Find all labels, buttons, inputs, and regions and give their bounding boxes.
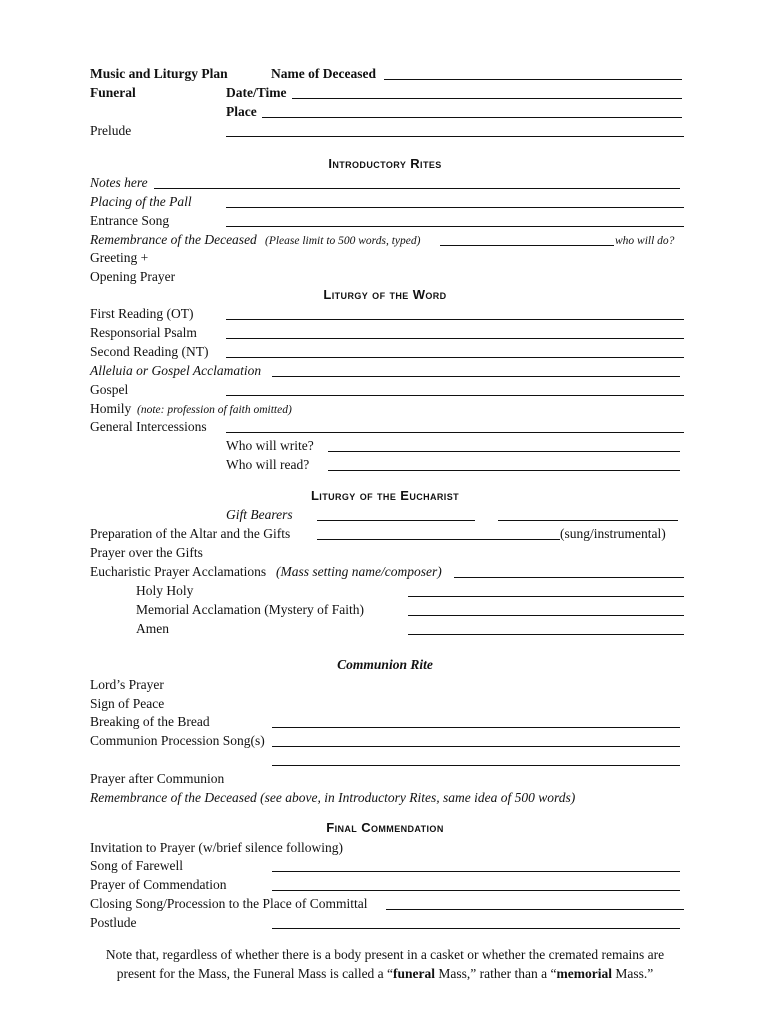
second-reading-label: Second Reading (NT) (90, 344, 209, 359)
pall-field[interactable] (226, 207, 684, 208)
psalm-field[interactable] (226, 338, 684, 339)
closing-song-label: Closing Song/Procession to the Place of Committal (90, 896, 368, 911)
farewell-field[interactable] (272, 871, 680, 872)
remembrance-label: Remembrance of the Deceased (90, 232, 257, 247)
liturgy-eucharist-heading: Liturgy of the Eucharist (310, 488, 460, 503)
communion-procession-field-2[interactable] (272, 765, 680, 766)
plan-title: Music and Liturgy Plan (90, 66, 228, 81)
first-reading-label: First Reading (OT) (90, 306, 194, 321)
note-memorial-word: memorial (556, 966, 612, 981)
acclamation-label: Alleluia or Gospel Acclamation (90, 363, 262, 378)
communion-procession-field[interactable] (272, 746, 680, 747)
note-text-a: present for the Mass, the Funeral Mass is called a “ (116, 966, 394, 981)
breaking-bread-label: Breaking of the Bread (90, 714, 210, 729)
acclamations-note: (Mass setting name/composer) (276, 564, 442, 579)
gift-bearers-label: Gift Bearers (226, 507, 293, 522)
who-will-do-label: who will do? (615, 235, 675, 247)
gift-bearer-field-2[interactable] (498, 520, 678, 521)
amen-label: Amen (136, 621, 169, 636)
entrance-song-field[interactable] (226, 226, 684, 227)
lords-prayer-label: Lord’s Prayer (90, 677, 164, 692)
entrance-song-label: Entrance Song (90, 213, 170, 228)
gift-bearer-field-1[interactable] (317, 520, 475, 521)
acclamations-field[interactable] (454, 577, 684, 578)
communion-procession-label: Communion Procession Song(s) (90, 733, 265, 748)
funeral-label: Funeral (90, 85, 136, 100)
amen-field[interactable] (408, 634, 684, 635)
who-write-label: Who will write? (226, 438, 314, 453)
remembrance-field[interactable] (440, 245, 614, 246)
who-write-field[interactable] (328, 451, 680, 452)
preparation-label: Preparation of the Altar and the Gifts (90, 526, 291, 541)
breaking-bread-field[interactable] (272, 727, 680, 728)
remembrance-note: (Please limit to 500 words, typed) (265, 235, 421, 247)
prayer-gifts-label: Prayer over the Gifts (90, 545, 203, 560)
note-line-1: Note that, regardless of whether there is a body present in a casket or whether the cremated remains are (105, 947, 665, 962)
communion-rite-heading: Communion Rite (337, 657, 433, 672)
prelude-label: Prelude (90, 123, 132, 138)
datetime-label: Date/Time (226, 85, 287, 100)
prelude-field[interactable] (226, 136, 684, 137)
psalm-label: Responsorial Psalm (90, 325, 197, 340)
postlude-field[interactable] (272, 928, 680, 929)
pall-label: Placing of the Pall (90, 194, 192, 209)
gospel-label: Gospel (90, 382, 129, 397)
commendation-field[interactable] (272, 890, 680, 891)
notes-field[interactable] (154, 188, 680, 189)
memorial-label: Memorial Acclamation (Mystery of Faith) (136, 602, 364, 617)
acclamations-label: Eucharistic Prayer Acclamations (90, 564, 267, 579)
who-read-label: Who will read? (226, 457, 310, 472)
sign-peace-label: Sign of Peace (90, 696, 165, 711)
invitation-label: Invitation to Prayer (w/brief silence following) (90, 840, 344, 855)
final-commendation-heading: Final Commendation (326, 820, 444, 835)
datetime-field[interactable] (292, 98, 682, 99)
homily-note: (note: profession of faith omitted) (137, 404, 292, 416)
note-line-2 (80, 964, 690, 983)
holy-field[interactable] (408, 596, 684, 597)
preparation-field[interactable] (317, 539, 560, 540)
farewell-label: Song of Farewell (90, 858, 183, 873)
remembrance-again-label: Remembrance of the Deceased (see above, in Introductory Rites, same idea of 500 words) (90, 790, 576, 805)
liturgy-word-heading: Liturgy of the Word (323, 287, 447, 302)
footer-note (80, 945, 690, 983)
gospel-field[interactable] (226, 395, 684, 396)
note-text-e: Mass.” (611, 966, 654, 981)
homily-label: Homily (90, 401, 132, 416)
intercessions-field[interactable] (226, 432, 684, 433)
closing-song-field[interactable] (386, 909, 684, 910)
deceased-field[interactable] (384, 79, 682, 80)
greeting-label: Greeting + (90, 250, 149, 265)
intercessions-label: General Intercessions (90, 419, 207, 434)
note-funeral-word: funeral (393, 966, 436, 981)
postlude-label: Postlude (90, 915, 137, 930)
sung-instrumental-label: (sung/instrumental) (560, 526, 666, 541)
holy-label: Holy Holy (136, 583, 194, 598)
memorial-field[interactable] (408, 615, 684, 616)
deceased-label: Name of Deceased (271, 66, 376, 81)
opening-prayer-label: Opening Prayer (90, 269, 176, 284)
notes-label: Notes here (90, 175, 148, 190)
place-field[interactable] (262, 117, 682, 118)
note-text-c: Mass,” rather than a “ (435, 966, 557, 981)
introductory-rites-heading: Introductory Rites (328, 156, 442, 171)
first-reading-field[interactable] (226, 319, 684, 320)
place-label: Place (226, 104, 257, 119)
who-read-field[interactable] (328, 470, 680, 471)
commendation-label: Prayer of Commendation (90, 877, 227, 892)
acclamation-field[interactable] (272, 376, 680, 377)
second-reading-field[interactable] (226, 357, 684, 358)
prayer-after-communion-label: Prayer after Communion (90, 771, 225, 786)
